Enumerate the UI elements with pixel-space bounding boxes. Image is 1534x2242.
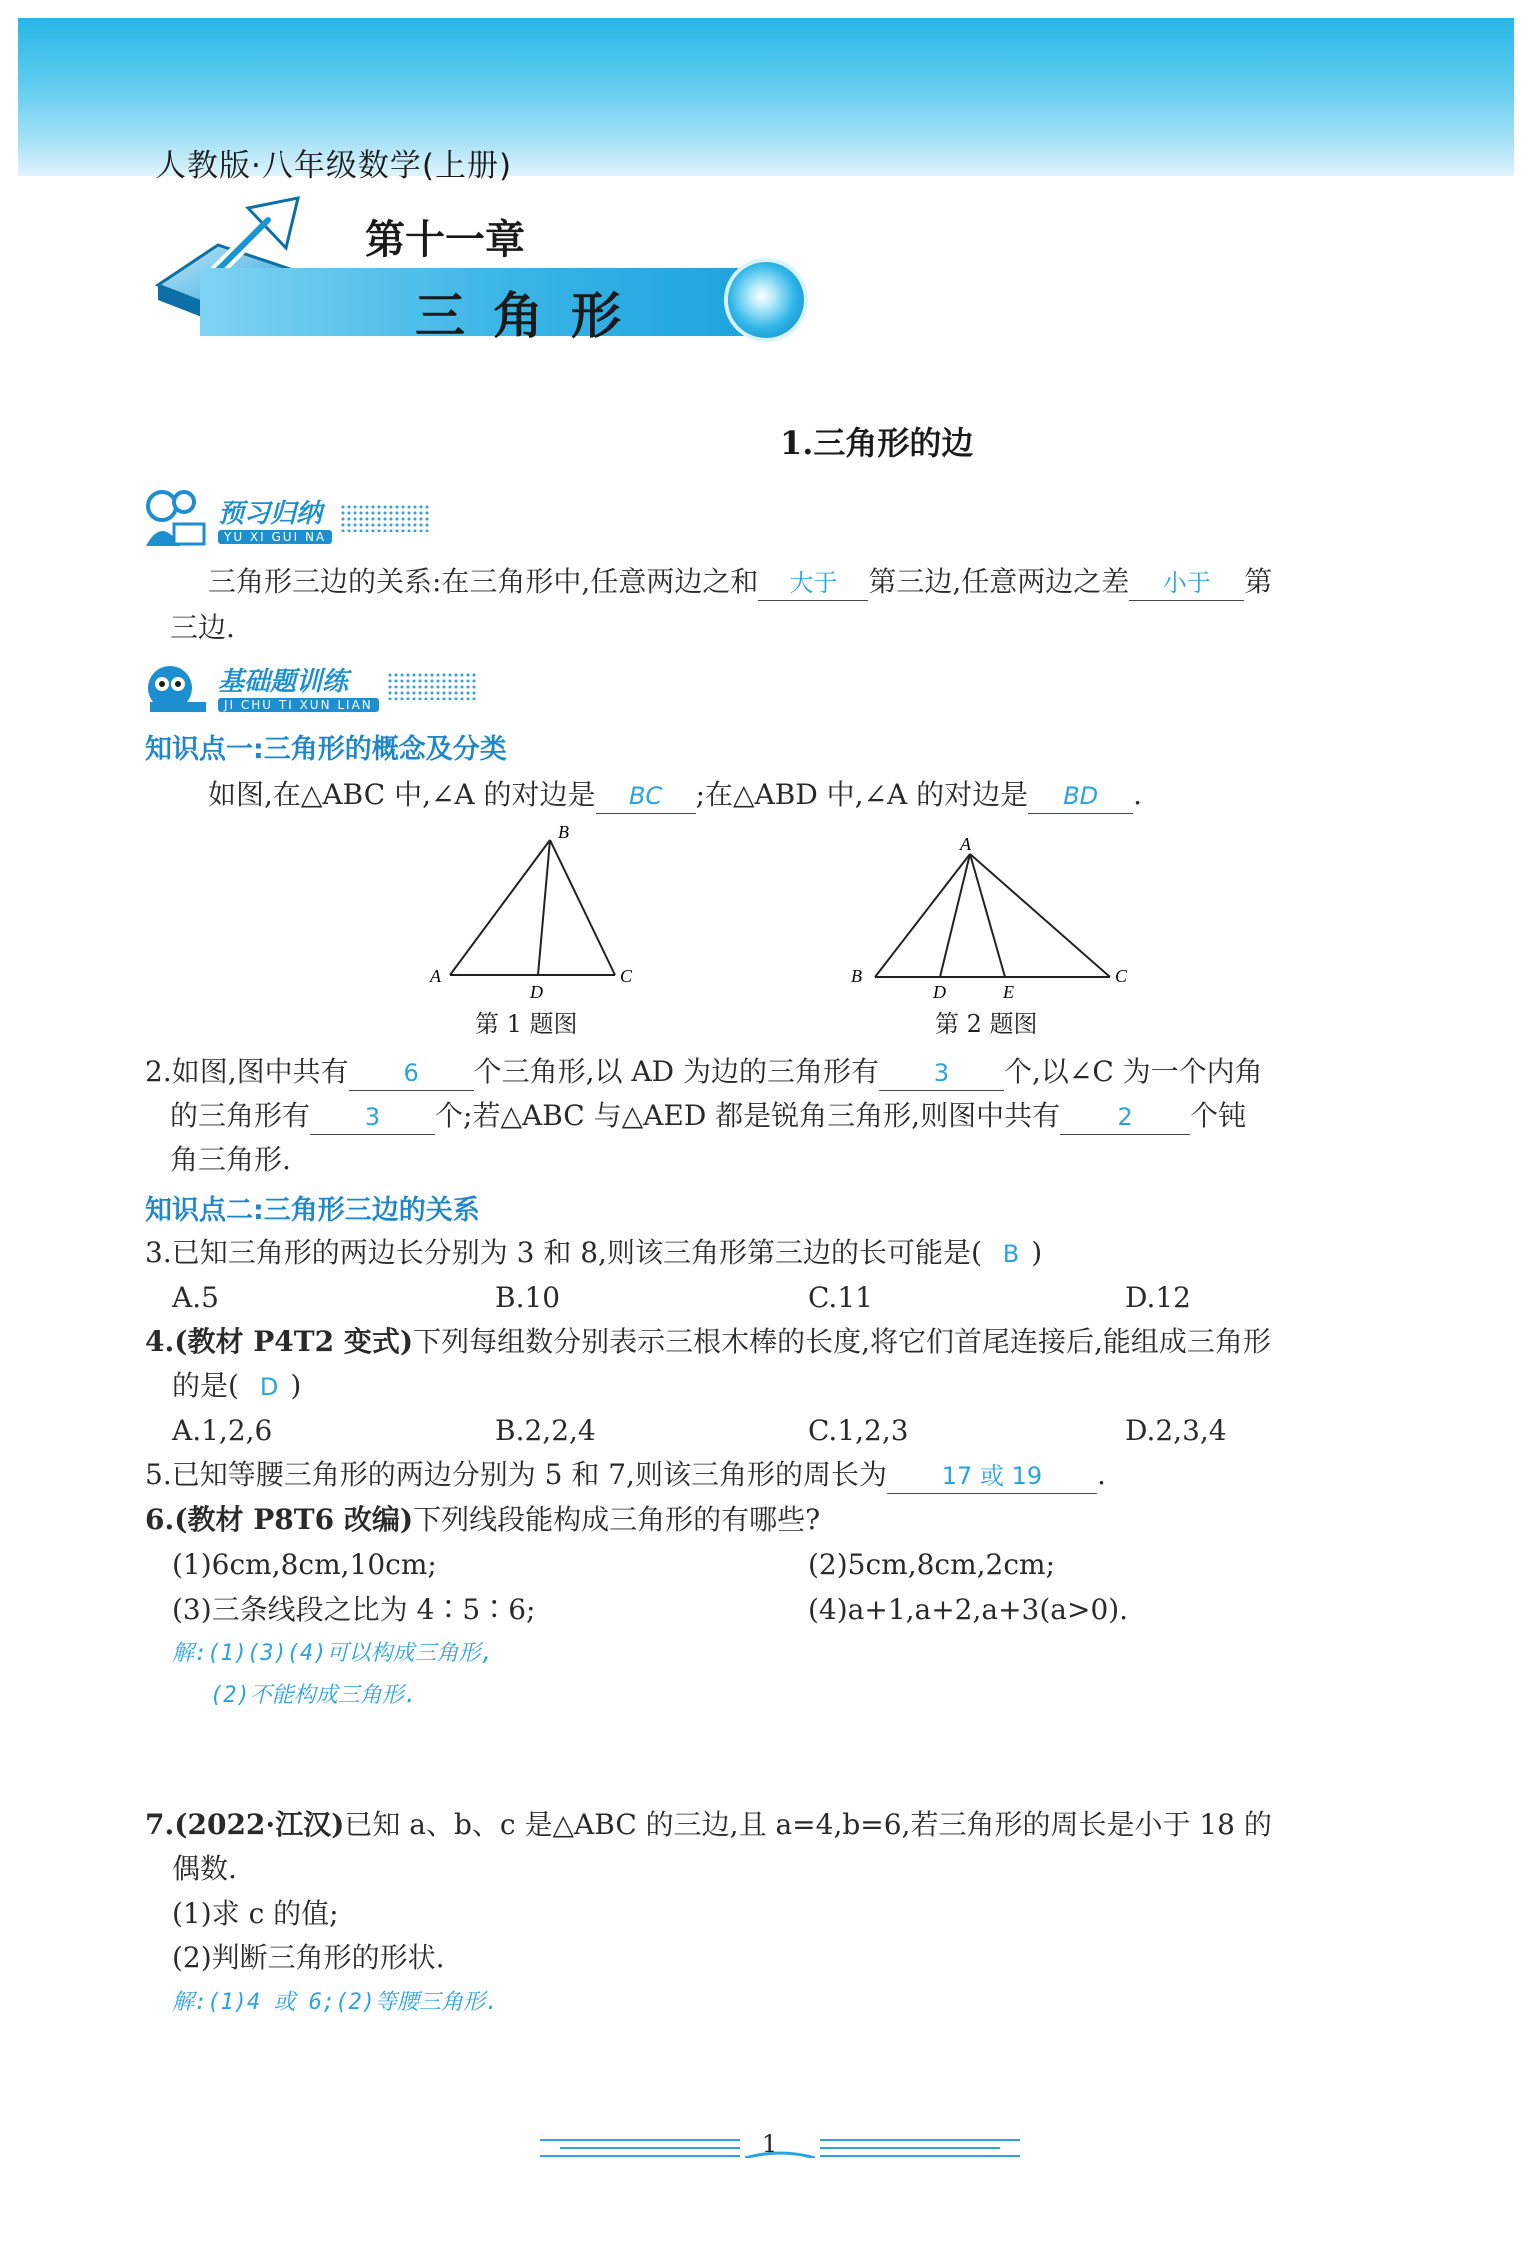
footer-decoration (540, 2128, 1020, 2158)
answer-text: BD (1063, 782, 1099, 810)
answer-text: 6 (403, 1059, 419, 1087)
question-text: 个三角形,以 AD 为边的三角形有 (473, 1055, 879, 1088)
question-text: 个;若△ABC 与△AED 都是锐角三角形,则图中共有 (435, 1099, 1061, 1132)
answer-blank (1129, 565, 1244, 601)
answer-blank (758, 565, 868, 601)
question-text: ) (290, 1369, 302, 1402)
question-text: 已知 a、b、c 是△ABC 的三边,且 a=4,b=6,若三角形的周长是小于 18 的 (344, 1808, 1272, 1841)
question-text: . (1096, 1458, 1106, 1491)
q6-solution-line-2: (2)不能构成三角形. (210, 1683, 417, 1708)
question-7-line-2: 偶数. (172, 1852, 237, 1885)
chapter-number: 第十一章 (365, 217, 525, 263)
answer-text: 2 (1117, 1103, 1133, 1131)
page-number: 1 (762, 2130, 778, 2158)
basic-badge-dots (387, 672, 477, 700)
question-text: 个,以∠C 为一个内角 (1004, 1055, 1263, 1088)
question-3 (145, 1233, 1042, 1274)
preview-line-2: 三边. (170, 611, 235, 644)
fig2-label-a: A (960, 834, 971, 854)
answer-text: 小于 (1162, 569, 1211, 597)
question-text: 下列线段能构成三角形的有哪些? (413, 1503, 821, 1536)
q3-option-b: B.10 (495, 1281, 561, 1314)
question-7-sub-1: (1)求 c 的值; (172, 1897, 339, 1930)
fig1-label-c: C (620, 966, 633, 986)
preview-line-1 (208, 562, 1272, 602)
answer-blank (596, 778, 696, 814)
q3-option-d: D.12 (1125, 1281, 1191, 1314)
question-7-line-1 (145, 1805, 1272, 1845)
answer-blank (879, 1055, 1004, 1091)
figure-2-triangle (845, 832, 1145, 1000)
answer-text: BC (628, 782, 663, 810)
question-4-line-1 (145, 1322, 1271, 1362)
q4-option-b: B.2,2,4 (495, 1414, 596, 1447)
answer-text: 大于 (789, 569, 838, 597)
question-2-line-1 (145, 1052, 1263, 1092)
question-2-line-2 (170, 1096, 1246, 1136)
owl-icon (140, 658, 210, 714)
q4-option-a: A.1,2,6 (172, 1414, 273, 1447)
chapter-orb-icon (728, 262, 804, 338)
question-tag: 6.(教材 P8T6 改编) (145, 1503, 414, 1536)
question-text: 3.已知三角形的两边长分别为 3 和 8,则该三角形第三边的长可能是( (145, 1236, 982, 1269)
reader-icon (140, 486, 210, 550)
question-text: 个钝 (1190, 1099, 1247, 1132)
question-text: 下列每组数分别表示三根木棒的长度,将它们首尾连接后,能组成三角形 (413, 1325, 1271, 1358)
fig2-label-e: E (1003, 982, 1014, 1000)
q4-option-d: D.2,3,4 (1125, 1414, 1227, 1447)
question-text: 2.如图,图中共有 (145, 1055, 349, 1088)
section-title: 1.三角形的边 (780, 424, 974, 462)
question-7-sub-2: (2)判断三角形的形状. (172, 1941, 445, 1974)
figure-1-triangle (420, 820, 650, 1000)
q7-solution: 解:(1)4 或 6;(2)等腰三角形. (172, 1990, 499, 2015)
q6-item-4: (4)a+1,a+2,a+3(a>0). (808, 1593, 1129, 1626)
answer-blank (1060, 1099, 1190, 1135)
answer-text: 3 (364, 1103, 381, 1131)
basic-badge-pinyin: JI CHU TI XUN LIAN (218, 698, 379, 712)
preview-badge-label: 预习归纳 (218, 498, 323, 529)
fig2-label-d: D (933, 982, 946, 1000)
preview-text: 第 (1244, 565, 1273, 598)
answer-blank (887, 1458, 1097, 1494)
fig2-label-c: C (1115, 966, 1128, 986)
question-6 (145, 1500, 820, 1540)
preview-badge-dots (340, 504, 430, 532)
question-text: 5.已知等腰三角形的两边分别为 5 和 7,则该三角形的周长为 (145, 1458, 887, 1491)
question-text: . (1133, 778, 1143, 811)
question-1 (208, 775, 1142, 815)
preview-badge (140, 486, 430, 550)
question-text: 的是( (172, 1369, 239, 1402)
preview-badge-pinyin: YU XI GUI NA (218, 530, 332, 544)
knowledge-point-1: 知识点一:三角形的概念及分类 (145, 734, 507, 765)
q6-solution-line-1: 解:(1)(3)(4)可以构成三角形, (172, 1641, 494, 1666)
answer-blank (310, 1099, 435, 1135)
basic-badge (140, 658, 477, 714)
answer-blank (1028, 778, 1133, 814)
question-tag: 7.(2022·江汉) (145, 1808, 345, 1841)
question-2-line-3: 角三角形. (170, 1143, 291, 1176)
figure-1-caption: 第 1 题图 (475, 1010, 578, 1038)
question-text: 如图,在△ABC 中,∠A 的对边是 (208, 778, 596, 811)
question-text: ;在△ABD 中,∠A 的对边是 (695, 778, 1029, 811)
answer-text: 3 (933, 1059, 950, 1087)
answer-text: D (259, 1373, 279, 1401)
q6-item-1: (1)6cm,8cm,10cm; (172, 1548, 437, 1581)
fig2-label-b: B (851, 966, 862, 986)
question-text: ) (1031, 1236, 1043, 1269)
preview-text: 三角形三边的关系:在三角形中,任意两边之和 (208, 565, 759, 598)
question-4-line-2 (172, 1366, 301, 1407)
edition-label: 人教版·八年级数学(上册) (155, 148, 513, 184)
knowledge-point-2: 知识点二:三角形三边的关系 (145, 1195, 480, 1226)
q4-option-c: C.1,2,3 (808, 1414, 909, 1447)
answer-text: B (1002, 1240, 1020, 1268)
fig1-label-d: D (530, 982, 543, 1000)
chapter-title: 三角形 (415, 286, 649, 345)
q6-item-3: (3)三条线段之比为 4∶5∶6; (172, 1593, 536, 1626)
question-text: 的三角形有 (170, 1099, 311, 1132)
fig1-label-b: B (558, 822, 569, 842)
question-5 (145, 1455, 1106, 1495)
answer-blank (349, 1055, 474, 1091)
basic-badge-label: 基础题训练 (218, 666, 349, 697)
q3-option-c: C.11 (808, 1281, 873, 1314)
answer-text: 17 或 19 (941, 1462, 1043, 1490)
figure-2-caption: 第 2 题图 (935, 1010, 1038, 1038)
q3-option-a: A.5 (172, 1281, 219, 1314)
preview-text: 第三边,任意两边之差 (868, 565, 1130, 598)
q6-item-2: (2)5cm,8cm,2cm; (808, 1548, 1056, 1581)
fig1-label-a: A (430, 966, 441, 986)
question-tag: 4.(教材 P4T2 变式) (145, 1325, 414, 1358)
